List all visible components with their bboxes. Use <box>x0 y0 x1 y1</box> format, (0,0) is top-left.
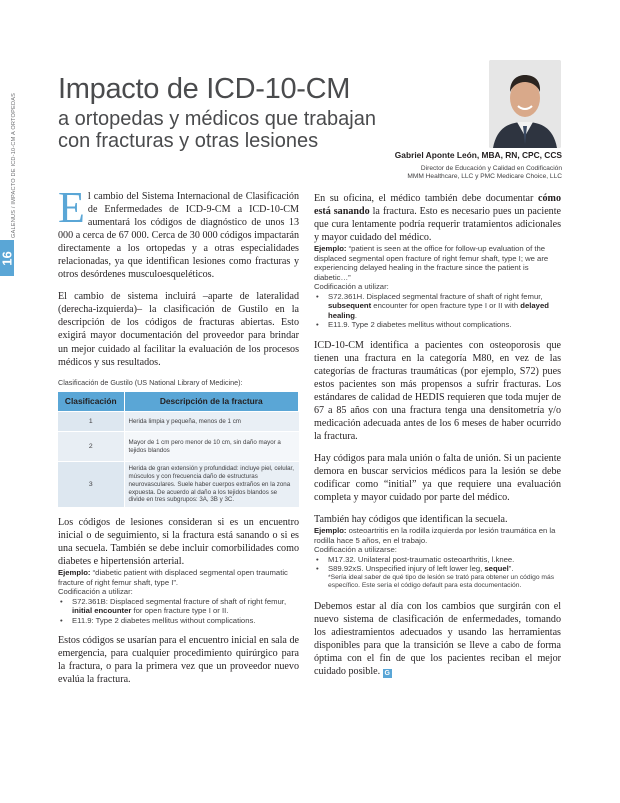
table-header-row <box>58 392 299 412</box>
intro-text: l cambio del Sistema Internacional de Clasificación de Enfermedades de ICD-9-CM a ICD-10-CM aumentará los códigos de diagnóstico de unos 13 000 a cerca de 67 000. Cerca de 30 000 códigos impactarán directamente a los ortopedas y a otras especialidades relacionadas, ya que identifican lesiones como fracturas y otros desórdenes musculoesqueléticos. <box>58 191 299 281</box>
author-name: Gabriel Aponte León, MBA, RN, CPC, CCS <box>394 150 562 160</box>
coding-label: Codificación a utilizar: <box>314 282 389 292</box>
table-row <box>58 432 299 462</box>
example-text: osteoartritis en la rodilla izquierda por lesión traumática en la rodilla hace 5 años, en el trabajo. <box>314 526 556 545</box>
table-caption: Clasificación de Gustilo (US National Library of Medicine): <box>58 377 243 387</box>
sequel-paragraph: También hay códigos que identifican la secuela. <box>314 514 508 526</box>
table-cell-description: Herida de gran extensión y profundidad: incluye piel, celular, músculos y con frecuencia daño de estructuras neurovasculares. Suele haber cuerpos extraños en la zona expuesta. De acuerdo al daño a los tejidos blandos se divide en tres subgrupos: 3A, 3B y 3C. <box>124 462 299 507</box>
author-role-line-2: MMM Healthcare, LLC y PMC Medicare Choice, LLC <box>407 173 562 181</box>
left-column <box>58 183 299 686</box>
footnote: *Sería ideal saber de qué tipo de lesión se trató para obtener un código más específico. Este sería el código default para esta documentación. <box>328 573 555 590</box>
end-mark-icon: G <box>384 669 390 677</box>
table-cell-class: 2 <box>58 432 124 462</box>
example-label: Ejemplo: <box>314 526 347 536</box>
table-cell-description: Mayor de 1 cm pero menor de 10 cm, sin daño mayor a tejidos blandos <box>124 432 299 462</box>
list-item: • E11.9. Type 2 diabetes mellitus without complications. <box>314 320 561 330</box>
code-list <box>58 597 299 626</box>
coding-label: Codificación a utilizar: <box>58 587 133 597</box>
article-title <box>58 74 350 104</box>
code-list <box>314 292 561 330</box>
drop-cap: E <box>58 183 85 232</box>
intro-paragraph <box>58 183 299 281</box>
example-text: “patient is seen at the office for follow-up evaluation of the displaced segmental open fracture of right femur shaft, type I; we are experiencing delayed healing in the fracture since the patient is diabetic…” <box>314 244 549 282</box>
healing-paragraph: En su oficina, el médico también debe documentar cómo está sanando la fractura. Esto es necesario pues un paciente que cura lentamente podría requerir tratamientos adicionales y mayor cuidado del médico. <box>314 193 561 244</box>
list-item: • S72.361B: Displaced segmental fracture of shaft of right femur, initial encounter for open fracture type I or II. <box>58 597 299 616</box>
list-item: • S89.92xS. Unspecified injury of left lower leg, sequel”. <box>314 564 561 574</box>
column-header: Descripción de la fractura <box>124 392 299 412</box>
table-row <box>58 462 299 507</box>
right-column <box>314 192 561 678</box>
example-label: Ejemplo: <box>314 244 347 254</box>
author-role <box>330 165 562 182</box>
gustilo-table <box>58 392 299 507</box>
example-label: Ejemplo: <box>58 568 91 578</box>
page-number-tab <box>0 240 14 276</box>
code-list <box>314 555 561 574</box>
example-2 <box>314 244 561 282</box>
running-header: GALENUS / IMPACTO DE ICD-10-CM A ORTOPEDAS <box>11 92 17 238</box>
injury-codes-paragraph: Los códigos de lesiones consideran si es un encuentro inicial o de seguimiento, si la fractura está sanando o si es una secuela. También se debe incluir comorbilidades como diabetes e hipertensión arterial. <box>58 517 299 568</box>
author-portrait-icon <box>489 60 561 148</box>
list-item: • M17.32. Unilateral post-traumatic osteoarthritis, l.knee. <box>314 555 561 565</box>
gustilo-paragraph: El cambio de sistema incluirá –aparte de lateralidad (derecha-izquierda)– la clasificación de Gustilo en la descripción de los códigos de fracturas abiertas. Esto exigirá mayor documentación del proveedor para brindar un mejor cuidado al facilitar la evaluación de los procesos médicos y sus resultados. <box>58 291 299 368</box>
malunion-paragraph: Hay códigos para mala unión o falta de unión. Si un paciente demora en buscar servicios médicos para la lesión se debe codificar como “initial” ya que requiere una evaluación completa y mayor cuidado por parte del médico. <box>314 453 561 504</box>
example-3 <box>314 526 561 545</box>
author-photo <box>489 60 561 148</box>
list-item: • E11.9: Type 2 diabetes mellitus without complications. <box>58 616 299 626</box>
osteoporosis-paragraph: ICD-10-CM identifica a pacientes con osteoporosis que tienen una fractura en la categoría M80, en vez de las categorías de fracturas traumáticas (por ejemplo, S72) pues estos pacientes son más propensos a sufrir fracturas. Los estándares de calidad de HEDIS requieren que toda mujer de 67 a 85 años con una fractura tenga una densitometría y/o medicación adecuada antes de los 6 meses de haber ocurrido la fractura. <box>314 339 561 443</box>
table-cell-class: 1 <box>58 412 124 432</box>
page-number: 16 <box>0 250 15 266</box>
subtitle-line-1: a ortopedas y médicos que trabajan <box>58 108 376 130</box>
title-main: Impacto de ICD-10-CM <box>58 73 351 105</box>
table-cell-class: 3 <box>58 462 124 507</box>
example-1 <box>58 568 299 587</box>
author-role-line-1: Director de Educación y Calidad en Codificación <box>420 165 562 172</box>
table-cell-description: Herida limpia y pequeña, menos de 1 cm <box>124 412 299 432</box>
list-item: • S72.361H. Displaced segmental fracture of shaft of right femur, subsequent encounter for open fracture type I or II with delayed healing. <box>314 292 561 321</box>
table-row <box>58 412 299 432</box>
article-subtitle <box>58 108 388 152</box>
subtitle-line-2: con fracturas y otras lesiones <box>58 130 319 152</box>
example-text: “diabetic patient with displaced segmental open traumatic fracture of right femur shaft, type I”. <box>58 568 288 587</box>
initial-encounter-paragraph: Estos códigos se usarían para el encuentro inicial en sala de emergencia, para cualquier procedimiento quirúrgico para la fractura, o para la primera vez que un proveedor nuevo evalúa la fractura. <box>58 635 299 686</box>
closing-paragraph: Debemos estar al día con los cambios que surgirán con el nuevo sistema de clasificación de enfermedades, tomando los adiestramientos adecuados y usando las herramientas disponibles para que la transición se lleve a cabo de forma óptima con el fin de que los pacientes reciban el mejor cuidado posible. G <box>314 600 561 677</box>
column-header: Clasificación <box>58 392 124 412</box>
coding-label: Codificación a utilizarse: <box>314 545 397 555</box>
